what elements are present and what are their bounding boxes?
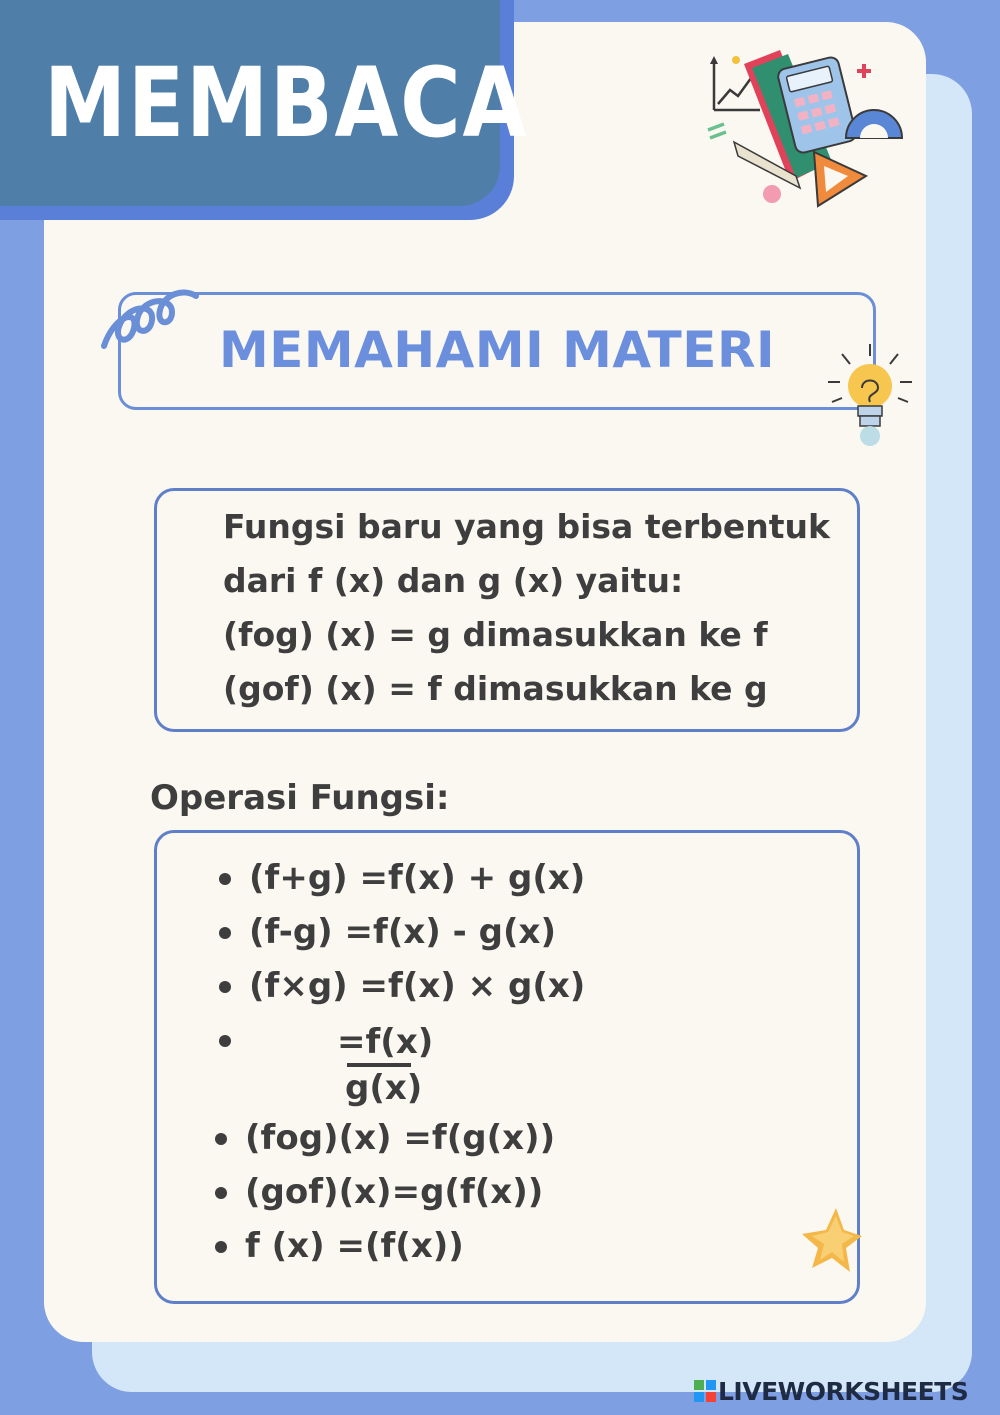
operations-box (154, 830, 860, 1304)
fraction-numerator: =f(x) (337, 1022, 434, 1062)
lightbulb-icon (822, 340, 918, 450)
fraction-denominator: g(x) (345, 1068, 423, 1108)
bullet (215, 1241, 227, 1253)
bullet (215, 1187, 227, 1199)
bullet (215, 1133, 227, 1145)
title-tab (0, 0, 529, 220)
math-supplies-icon (696, 44, 908, 214)
info-line-4: (gof) (x) = f dimasukkan ke g (223, 669, 768, 708)
operation-item: (fog)(x) =f(g(x)) (245, 1118, 556, 1158)
title-tab-inner (0, 0, 529, 206)
info-line-3: (fog) (x) = g dimasukkan ke f (223, 615, 768, 654)
info-line-2: dari f (x) dan g (x) yaitu: (223, 561, 684, 600)
swirl-icon (98, 272, 202, 358)
section-heading: MEMAHAMI MATERI (218, 321, 776, 379)
page-title: MEMBACA (44, 47, 529, 159)
operation-item: (f-g) =f(x) - g(x) (249, 912, 556, 952)
watermark-text: LIVEWORKSHEETS (718, 1377, 969, 1406)
info-line-1: Fungsi baru yang bisa terbentuk (223, 507, 830, 546)
bullet (219, 873, 231, 885)
operation-item: (gof)(x)=g(f(x)) (245, 1172, 544, 1212)
heading-box (118, 292, 876, 410)
operations-label: Operasi Fungsi: (150, 778, 450, 818)
bullet (219, 981, 231, 993)
operation-item: (f+g) =f(x) + g(x) (249, 858, 586, 898)
liveworksheets-logo-icon (694, 1380, 716, 1402)
bullet (219, 927, 231, 939)
operation-item: f (x) =(f(x)) (245, 1226, 464, 1266)
star-icon (800, 1206, 864, 1276)
info-box (154, 488, 860, 732)
bullet (219, 1035, 231, 1047)
operation-item: (f×g) =f(x) × g(x) (249, 966, 586, 1006)
